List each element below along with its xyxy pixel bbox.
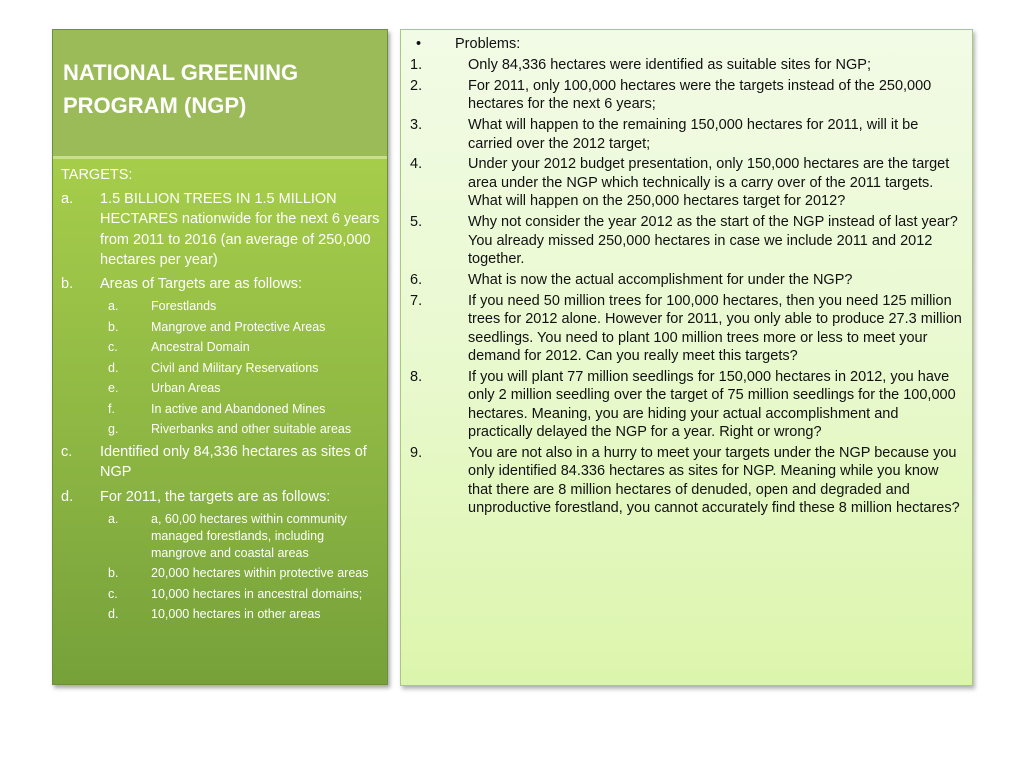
problem-item: [410, 77, 964, 114]
list-marker: c.: [61, 443, 73, 460]
problem-item: [410, 155, 964, 210]
problem-text: For 2011, only 100,000 hectares were the targets instead of the 250,000 hectares for the next 6 years;: [468, 77, 932, 113]
target-2011-item: [61, 586, 381, 603]
list-marker: d.: [61, 488, 74, 505]
list-marker: 3.: [410, 117, 423, 134]
area-item: [61, 319, 381, 336]
left-panel: [52, 29, 388, 685]
area-text: Forestlands: [151, 299, 217, 314]
area-item: [61, 401, 381, 418]
problem-text: Why not consider the year 2012 as the start of the NGP instead of last year? You already missed 250,000 hectares in case we include 2011 and 2012 together.: [468, 214, 958, 267]
list-marker: d.: [108, 360, 119, 375]
list-marker: 6.: [410, 271, 423, 288]
list-marker: 9.: [410, 445, 423, 462]
list-marker: 7.: [410, 292, 423, 309]
list-marker: d.: [108, 607, 119, 622]
problem-item: [410, 116, 964, 153]
target-text: For 2011, the targets are as follows:: [100, 488, 331, 505]
problem-text: What will happen to the remaining 150,000 hectares for 2011, will it be carried over the 2012 target;: [468, 117, 919, 152]
target-text: 1.5 BILLION TREES IN 1.5 MILLION HECTARES nationwide for the next 6 years from 2011 to 2016 (an average of 250,000 hectares per year): [100, 191, 380, 268]
problems-panel: [400, 29, 973, 686]
area-text: Urban Areas: [151, 381, 221, 396]
area-text: Mangrove and Protective Areas: [151, 319, 326, 334]
target-2011-item: [61, 565, 381, 582]
bullet-icon: •: [416, 36, 422, 52]
area-item: [61, 339, 381, 356]
target-2011-item: [61, 511, 381, 562]
list-marker: c.: [108, 340, 118, 355]
problem-item: [410, 271, 964, 289]
area-text: Civil and Military Reservations: [151, 360, 319, 375]
list-marker: a.: [108, 299, 119, 314]
list-marker: f.: [108, 401, 115, 416]
target-2011-text: 10,000 hectares in ancestral domains;: [151, 586, 363, 601]
problem-item: [410, 444, 964, 518]
problem-text: Under your 2012 budget presentation, only 150,000 hectares are the target area under the NGP which technically is a carry over of the 2011 targets. What will happen on the 250,000 hectares target for 2012?: [468, 156, 950, 210]
page-title: NATIONAL GREENING PROGRAM (NGP): [63, 60, 299, 118]
list-marker: 5.: [410, 214, 423, 231]
problem-text: If you need 50 million trees for 100,000 hectares, then you need 125 million trees for 2012 alone. However for 2011, you only able to produce 27.3 million seedlings. You need to plant 100 million trees more or less to meet your demand for 2012. Can you really meet this targets?: [468, 292, 962, 364]
list-marker: b.: [108, 566, 119, 581]
list-marker: c.: [108, 586, 118, 601]
target-2011-text: a, 60,00 hectares within community managed forestlands, including mangrove and coastal areas: [151, 511, 347, 560]
area-text: Riverbanks and other suitable areas: [151, 422, 352, 437]
list-marker: 1.: [410, 56, 423, 73]
area-item: [61, 380, 381, 397]
target-2011-text: 20,000 hectares within protective areas: [151, 566, 369, 581]
problem-text: What is now the actual accomplishment for under the NGP?: [468, 271, 853, 288]
list-marker: b.: [61, 276, 74, 293]
area-item: [61, 298, 381, 315]
problem-item: [410, 213, 964, 268]
area-item: [61, 421, 381, 438]
list-marker: a.: [108, 511, 119, 526]
targets-heading: TARGETS:: [61, 167, 133, 183]
problem-text: Only 84,336 hectares were identified as suitable sites for NGP;: [468, 56, 871, 73]
area-item: [61, 360, 381, 377]
problem-item: [410, 292, 964, 366]
title-box: [53, 30, 387, 159]
list-marker: a.: [61, 191, 74, 207]
area-text: In active and Abandoned Mines: [151, 401, 326, 416]
problems-heading: Problems:: [455, 36, 521, 52]
list-marker: g.: [108, 422, 119, 437]
target-text: Areas of Targets are as follows:: [100, 276, 303, 293]
target-2011-item: [61, 606, 381, 623]
problem-item: [410, 368, 964, 442]
list-marker: 4.: [410, 156, 423, 173]
list-marker: 8.: [410, 368, 423, 385]
problem-item: [410, 56, 964, 74]
problems-heading-row: [410, 35, 964, 53]
target-2011-text: 10,000 hectares in other areas: [151, 607, 321, 622]
target-item: [61, 442, 381, 483]
target-item: [61, 487, 381, 507]
problem-text: You are not also in a hurry to meet your targets under the NGP because you only identified 84.336 hectares as sites for NGP. Meaning while you know that there are 8 million hectares of denuded, open and degraded and unproductive forestland, you cannot accurately find these 8 million hectares?: [468, 445, 960, 517]
target-text: Identified only 84,336 hectares as sites of NGP: [100, 443, 367, 481]
target-item: [61, 274, 381, 294]
problem-text: If you will plant 77 million seedlings for 150,000 hectares in 2012, you have only 2 million seedling over the target of 75 million seedlings for the 100,000 hectares. Meaning, you are hiding your actual accomplishment and practically delayed the NGP for a year. Right or wrong?: [468, 368, 956, 441]
list-marker: e.: [108, 381, 119, 396]
area-text: Ancestral Domain: [151, 340, 250, 355]
target-item: [61, 189, 381, 270]
list-marker: 2.: [410, 77, 423, 94]
targets-box: [53, 159, 387, 684]
list-marker: b.: [108, 319, 119, 334]
